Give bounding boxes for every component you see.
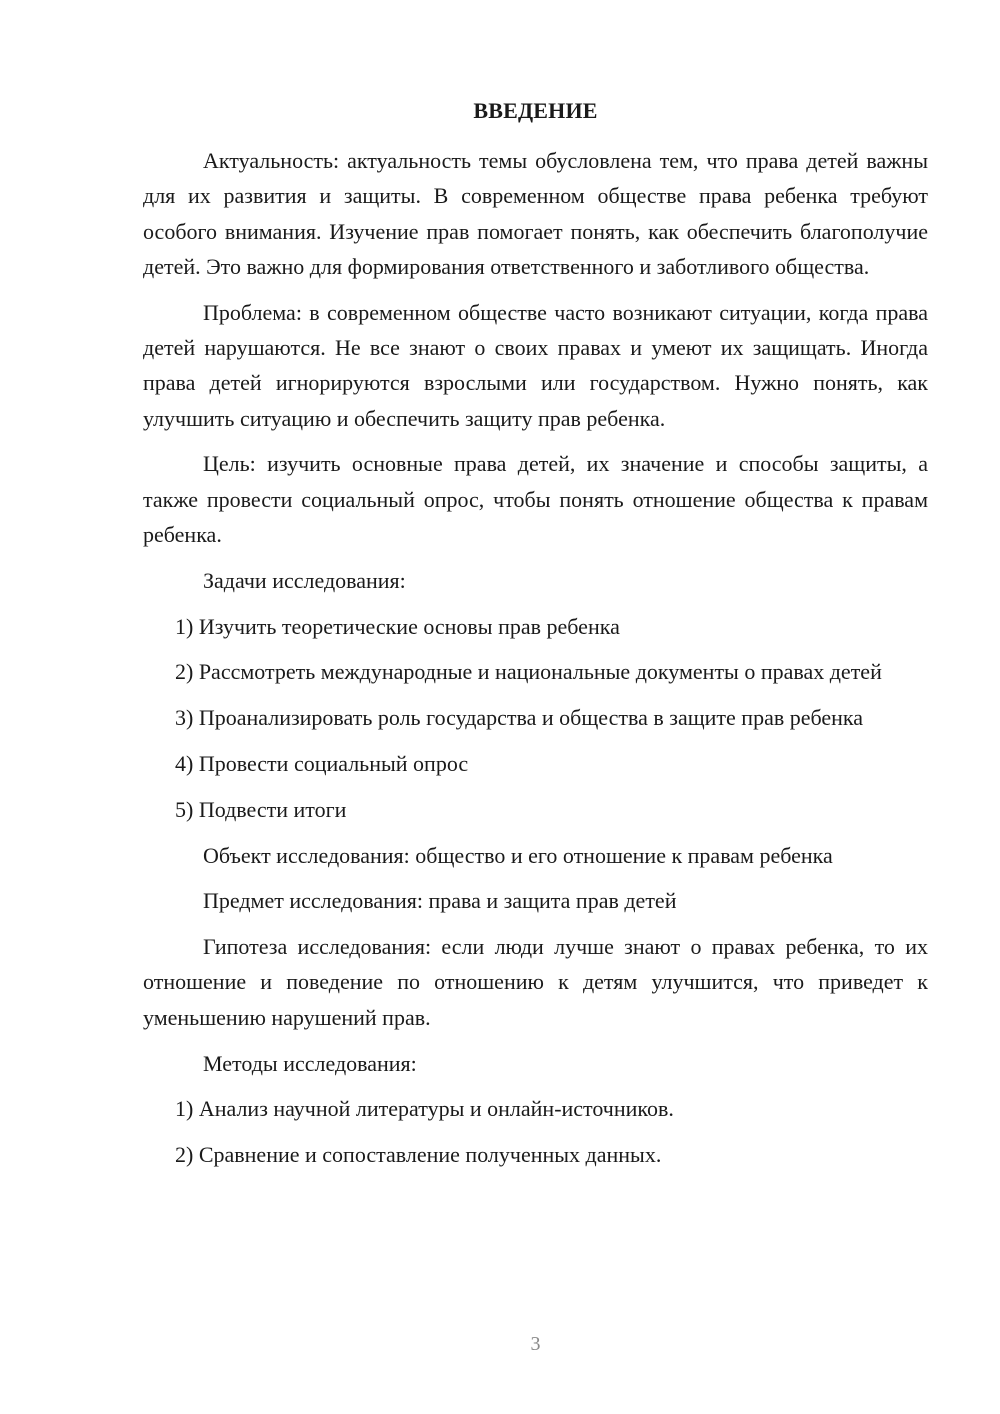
- page-title: ВВЕДЕНИЕ: [473, 98, 598, 123]
- document-body: [143, 143, 928, 1183]
- subject-paragraph: Предмет исследования: права и защита прав детей: [203, 888, 677, 914]
- problem-paragraph: Проблема: в современном обществе часто возникают ситуации, когда права детей нарушаются. Не все знают о своих правах и умеют их защищать. Иногда права детей игнорируются взрослыми или государством. Нужно понять, как улучшить ситуацию и обеспечить защиту прав ребенка.: [143, 299, 928, 431]
- document-page: [143, 0, 928, 1414]
- tasks-heading: Задачи исследования:: [203, 567, 406, 593]
- task-item: 5) Подвести итоги: [175, 796, 347, 822]
- hypothesis-paragraph: Гипотеза исследования: если люди лучше знают о правах ребенка, то их отношение и поведение по отношению к детям улучшится, что приведет к уменьшению нарушений прав.: [143, 934, 928, 1030]
- methods-heading: Методы исследования:: [203, 1050, 417, 1076]
- method-item: 2) Сравнение и сопоставление полученных данных.: [175, 1142, 662, 1168]
- relevance-paragraph: Актуальность: актуальность темы обусловлена тем, что права детей важны для их развития и защиты. В современном обществе права ребенка требуют особого внимания. Изучение прав помогает понять, как обеспечить благополучие детей. Это важно для формирования ответственного и заботливого общества.: [143, 148, 928, 279]
- task-item: 1) Изучить теоретические основы прав ребенка: [175, 613, 620, 639]
- page-number: 3: [530, 1333, 541, 1355]
- goal-paragraph: Цель: изучить основные права детей, их значение и способы защиты, а также провести социальный опрос, чтобы понять отношение общества к правам ребенка.: [143, 451, 928, 547]
- task-item: 2) Рассмотреть международные и национальные документы о правах детей: [175, 659, 882, 685]
- task-item: 3) Проанализировать роль государства и общества в защите прав ребенка: [175, 705, 864, 731]
- task-item: 4) Провести социальный опрос: [175, 750, 469, 776]
- method-item: 1) Анализ научной литературы и онлайн-источников.: [175, 1096, 674, 1122]
- object-paragraph: Объект исследования: общество и его отношение к правам ребенка: [203, 842, 833, 868]
